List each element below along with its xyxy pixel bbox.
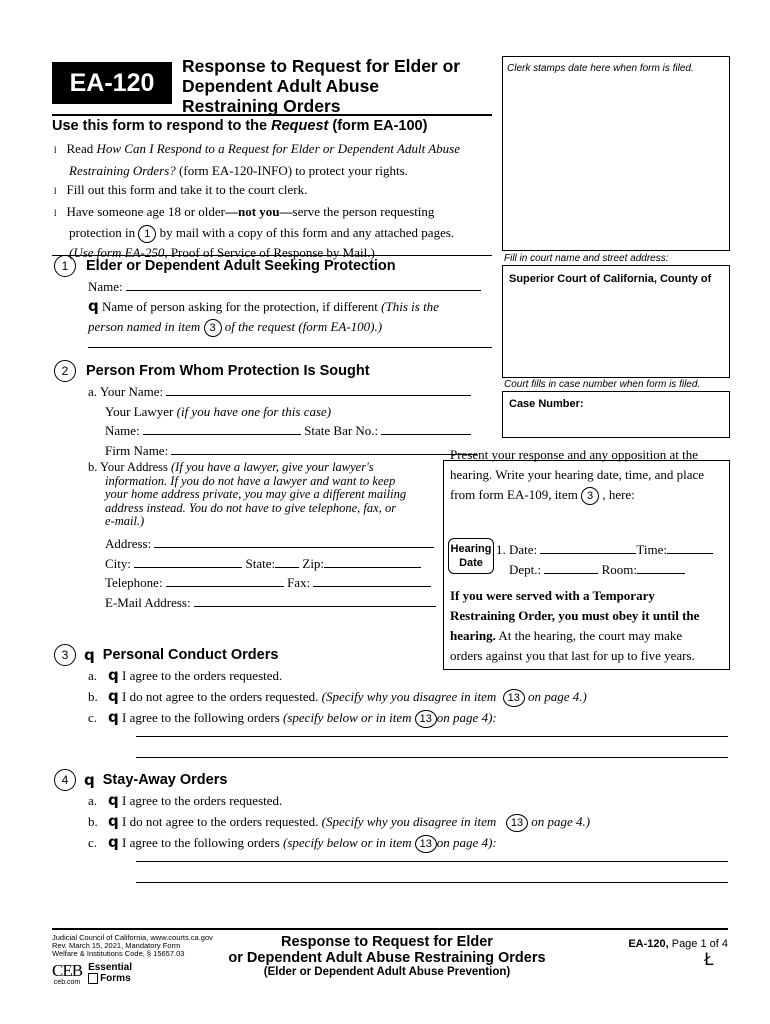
s2-firm-row <box>88 441 477 461</box>
s3-option-c <box>88 707 728 728</box>
s4-options <box>88 790 728 853</box>
s2-b-block <box>88 461 448 529</box>
s2-state-bar-field[interactable] <box>381 422 471 435</box>
hearing-intro-line: Present your response and any opposition at the <box>450 447 699 462</box>
page-number <box>600 938 728 950</box>
s1-other-text: Name of person asking for the protection, if different <box>102 299 382 314</box>
bullet-icon: l <box>54 207 57 218</box>
s2-zip-label: Zip: <box>302 555 325 571</box>
s4-option-c <box>88 832 728 853</box>
checkbox[interactable]: q <box>84 771 95 789</box>
s2-state-label: State: <box>245 555 276 571</box>
s2-fax-field[interactable] <box>313 574 431 587</box>
item-ref-circle: 1 <box>138 225 156 243</box>
hearing-time-label: Time: <box>636 542 667 557</box>
option-letter: a. <box>88 793 98 808</box>
s2-lawyer-em: (if you have one for this case) <box>176 403 332 419</box>
s3-writein-line[interactable] <box>136 736 728 737</box>
s4-option-b <box>88 811 728 832</box>
option-text: I agree to the orders requested. <box>122 793 283 808</box>
footer-subtitle: (Elder or Dependent Adult Abuse Prevention) <box>263 966 511 978</box>
hearing-date-label: Date: <box>509 542 538 557</box>
ceb-text: CEB <box>52 961 83 980</box>
s1-other-em: of the request (form EA-100).) <box>221 319 383 334</box>
section-1-header <box>54 255 494 277</box>
section-number: 4 <box>54 769 76 791</box>
intro-text: Have someone age 18 or older <box>66 203 225 219</box>
intro-text: Read <box>66 141 97 156</box>
hearing-intro-line: hearing. Write your hearing date, time, and place <box>450 467 705 482</box>
intro-em: Restraining Orders? <box>69 162 176 178</box>
footer-title-line: Response to Request for Elder <box>281 934 493 950</box>
option-em: (specify below or in item <box>283 710 412 726</box>
hearing-fields <box>496 540 713 580</box>
s3-options <box>88 665 728 728</box>
s2-zip-field[interactable] <box>324 555 421 568</box>
footer-rule <box>52 928 728 930</box>
footer-title-line: or Dependent Adult Abuse Restraining Orders <box>228 950 546 966</box>
s2-city-field[interactable] <box>134 555 242 568</box>
clerk-stamp-label: Clerk stamps date here when form is filed. <box>507 63 694 74</box>
option-em: on page 4): <box>436 835 497 851</box>
hearing-tag-line: Hearing <box>450 543 492 555</box>
hearing-date-tag <box>448 538 494 574</box>
option-text: I agree to the orders requested. <box>122 668 283 683</box>
item-ref-circle: 13 <box>506 814 528 832</box>
intro-bullet-3 <box>54 202 494 224</box>
hearing-warning-bold: If you were served with a Temporary <box>450 588 655 603</box>
ceb-mark <box>52 962 82 986</box>
intro-list <box>54 139 494 263</box>
essential-text: Essential <box>88 962 132 973</box>
s2-contact-block <box>105 534 436 612</box>
hearing-warning-line <box>450 626 726 646</box>
s2-fax-label: Fax: <box>287 575 311 591</box>
s2-city-label: City: <box>105 555 132 571</box>
intro-bullet-1-cont <box>54 161 494 181</box>
s2-your-lawyer-row <box>88 402 477 422</box>
option-text: I agree to the following orders <box>122 835 284 851</box>
checkbox[interactable]: q <box>108 708 119 727</box>
s3-writein-line[interactable] <box>136 757 728 758</box>
section-number: 3 <box>54 644 76 666</box>
court-box[interactable] <box>502 265 730 378</box>
s2-lawyer-name-field[interactable] <box>143 422 301 435</box>
s1-other-name-line <box>88 296 488 317</box>
s3-option-a <box>88 665 728 686</box>
intro-text: protection in <box>69 225 139 240</box>
option-text: I do not agree to the orders requested. <box>122 689 322 704</box>
s2-city-row <box>105 554 436 574</box>
item-ref-circle: 3 <box>581 487 599 505</box>
s2-firm-field[interactable] <box>171 442 477 455</box>
ceb-url: ceb.com <box>53 979 81 986</box>
section-heading: Elder or Dependent Adult Seeking Protection <box>86 258 396 274</box>
footer-legal-line: Judicial Council of California, www.courts.ca.gov <box>52 933 213 942</box>
intro-bullet-2 <box>54 180 494 202</box>
s4-writein-line[interactable] <box>136 861 728 862</box>
s1-name-label: Name: <box>88 279 123 294</box>
checkbox[interactable]: q <box>108 791 119 809</box>
section-heading: Person From Whom Protection Is Sought <box>86 363 370 379</box>
hearing-room-label: Room: <box>601 562 638 577</box>
option-em: on page 4): <box>436 710 497 726</box>
option-text: I agree to the following orders <box>122 710 284 726</box>
hearing-intro-line3 <box>450 485 730 505</box>
intro-em: How Can I Respond to a Request for Elder or Dependent Adult Abuse <box>96 141 460 156</box>
s2-email-field[interactable] <box>194 594 436 607</box>
intro-heading-text: (form EA-100) <box>328 118 428 134</box>
s2-email-row <box>105 593 436 613</box>
s2-address-note: e-mail.) <box>105 514 145 528</box>
section-2-header-row <box>54 360 370 382</box>
case-number-box[interactable] <box>502 391 730 438</box>
footer-legal-line: Rev. March 15, 2021, Mandatory Form <box>52 941 181 950</box>
court-name: Superior Court of California, County of <box>509 273 712 285</box>
s2-lawyer-name-label: Name: <box>105 423 140 439</box>
clerk-stamp-box <box>502 56 730 251</box>
s1-other-name-line2 <box>88 317 488 337</box>
form-title-line: Restraining Orders <box>182 96 341 116</box>
footer-title <box>210 934 564 979</box>
hearing-dept-row <box>496 560 713 580</box>
intro-heading-text: Use this form to respond to the <box>52 118 272 134</box>
forms-row <box>88 973 132 984</box>
option-letter: c. <box>88 710 98 726</box>
s2-address-label: Your Address <box>100 460 172 474</box>
s1-name-field[interactable] <box>126 278 481 291</box>
bullet-icon: l <box>54 186 57 196</box>
option-text: I do not agree to the orders requested. <box>122 814 322 829</box>
section-number: 1 <box>54 255 76 277</box>
hearing-dept-field[interactable] <box>544 561 598 574</box>
hearing-intro-text: from form EA-109, item <box>450 487 582 502</box>
footer-legal-line: Welfare & Institutions Code, § 15657.03 <box>52 949 185 958</box>
intro-heading-em: Request <box>271 118 329 134</box>
s2-address-note: your home address private, you may give a different mailing <box>105 487 407 501</box>
s2-lawyer-name-row <box>88 421 477 441</box>
hearing-intro <box>450 445 730 505</box>
hearing-date-row <box>496 540 713 560</box>
option-letter: b. <box>88 814 98 829</box>
essential-forms <box>88 962 132 984</box>
s2-state-bar-label: State Bar No.: <box>304 423 379 439</box>
s2-your-name-row <box>88 382 477 402</box>
page-form-id: EA-120, <box>628 938 669 950</box>
s2-your-name-field[interactable] <box>166 383 471 396</box>
option-em: on page 4.) <box>524 689 587 704</box>
s1-other-em: person named in item <box>88 319 201 334</box>
section-4-header <box>54 769 227 791</box>
s2-lawyer-label: Your Lawyer <box>105 403 177 419</box>
case-number-title: Case Number: <box>509 398 584 410</box>
hearing-intro-text: , here: <box>599 487 635 502</box>
option-em: (specify below or in item <box>283 835 412 851</box>
form-title-line: Dependent Adult Abuse <box>182 76 380 96</box>
hearing-tag-line: Date <box>459 557 483 569</box>
option-em: on page 4.) <box>531 814 591 829</box>
hearing-room-field[interactable] <box>637 561 685 574</box>
intro-bullet-1 <box>54 139 494 161</box>
hearing-warning-text: orders against you that last for up to five years. <box>450 648 695 663</box>
section-number: 2 <box>54 360 76 382</box>
hearing-warning-bold: hearing. <box>450 628 496 643</box>
hearing-warning <box>450 586 726 666</box>
s1-name-row <box>88 278 481 295</box>
checkbox[interactable]: q <box>84 646 95 664</box>
s2-address-field[interactable] <box>154 535 434 548</box>
s2-address-note: information. If you do not have a lawyer and want to keep <box>105 473 396 488</box>
s2-b-letter: b. <box>88 460 98 474</box>
court-label: Fill in court name and street address: <box>504 253 669 264</box>
checkbox[interactable]: q <box>108 833 119 852</box>
intro-text: Fill out this form and take it to the court clerk. <box>66 182 308 197</box>
case-number-label: Court fills in case number when form is filed. <box>504 379 701 390</box>
next-page-arrow-icon[interactable]: Ł <box>704 950 714 970</box>
intro-text: Proof of Service of Response by Mail.) <box>167 245 375 261</box>
s2-email-label: E-Mail Address: <box>105 594 191 610</box>
bullet-icon: l <box>54 145 57 155</box>
intro-em: (Use form EA-250, <box>69 245 168 261</box>
option-letter: a. <box>88 668 98 683</box>
s2-address-row <box>105 534 436 554</box>
s2-address-note-line <box>88 461 448 475</box>
s2-a-letter: a. <box>88 384 98 399</box>
hearing-date-num: 1. <box>496 542 506 557</box>
s4-writein-line[interactable] <box>136 882 728 883</box>
s2-a-block <box>88 382 477 460</box>
form-id: EA-120 <box>52 62 172 104</box>
hearing-warning-text: At the hearing, the court may make <box>495 628 683 643</box>
option-letter: b. <box>88 689 98 704</box>
forms-text: Forms <box>100 973 131 984</box>
option-em: (Specify why you disagree in item <box>321 814 497 829</box>
intro-heading <box>52 118 427 134</box>
s3-option-b <box>88 686 728 707</box>
s2-address-note: address instead. You do not have to give telephone, fax, or <box>105 500 397 515</box>
ceb-logo <box>52 962 132 986</box>
checkbox[interactable]: q <box>108 666 119 684</box>
option-letter: c. <box>88 835 98 851</box>
item-ref-circle: 13 <box>415 710 437 728</box>
s4-option-a <box>88 790 728 811</box>
checkbox[interactable]: q <box>108 687 119 705</box>
checkbox[interactable]: q <box>88 297 99 315</box>
page-count: Page 1 of 4 <box>668 938 728 950</box>
section-heading: Stay-Away Orders <box>102 772 228 788</box>
intro-text: serve the person requesting <box>292 203 435 219</box>
hearing-time-field[interactable] <box>667 541 713 554</box>
s2-state-field[interactable] <box>275 555 299 568</box>
s1-other-em: (This is the <box>381 299 439 314</box>
s1-other-name <box>88 296 488 337</box>
intro-bullet-3-cont <box>54 223 494 243</box>
item-ref-circle: 13 <box>503 689 525 707</box>
title-rule <box>52 114 492 116</box>
s2-address-field-label: Address: <box>105 536 152 551</box>
s2-telephone-label: Telephone: <box>105 575 163 591</box>
hearing-dept-label: Dept.: <box>509 562 542 577</box>
s2-address-note: (If you have a lawyer, give your lawyer's <box>171 460 374 474</box>
hearing-warning-bold: Restraining Order, you must obey it until the <box>450 608 700 623</box>
forms-icon <box>88 973 98 984</box>
section-1 <box>54 255 494 277</box>
intro-text: (form EA-120-INFO) to protect your rights. <box>175 162 408 178</box>
s2-your-name-label: Your Name: <box>99 384 164 399</box>
s1-other-name-field[interactable] <box>88 347 492 348</box>
s2-phone-row <box>105 573 436 593</box>
footer-legal <box>52 934 213 958</box>
form-title <box>182 56 460 116</box>
form-title-line: Response to Request for Elder or <box>182 56 461 76</box>
item-ref-circle: 3 <box>204 319 222 337</box>
section-2-header <box>54 360 370 382</box>
section-heading: Personal Conduct Orders <box>102 647 279 663</box>
option-em: (Specify why you disagree in item <box>321 689 497 704</box>
hearing-date-field[interactable] <box>540 541 636 554</box>
s2-firm-label: Firm Name: <box>105 442 169 458</box>
item-ref-circle: 13 <box>415 835 437 853</box>
intro-bold: —not you— <box>225 203 293 219</box>
s2-telephone-field[interactable] <box>166 574 284 587</box>
intro-text: by mail with a copy of this form and any attached pages. <box>156 225 455 240</box>
checkbox[interactable]: q <box>108 812 119 830</box>
section-3-header <box>54 644 278 666</box>
